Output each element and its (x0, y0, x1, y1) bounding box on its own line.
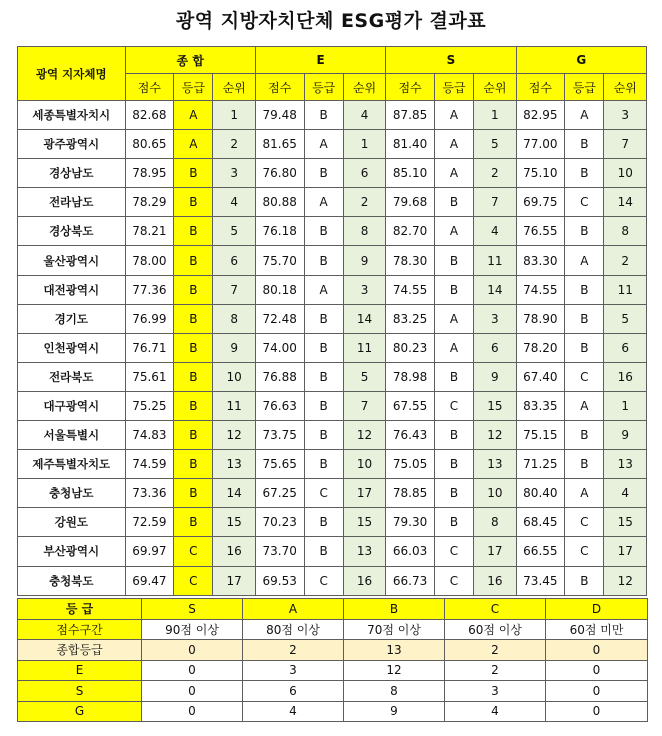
e-score: 74.00 (255, 333, 304, 362)
g-score: 67.40 (516, 362, 565, 391)
sub-header-grade: 등급 (434, 74, 473, 101)
e-score: 80.88 (255, 188, 304, 217)
s-grade: A (434, 130, 473, 159)
e-rank: 6 (343, 159, 385, 188)
s-grade: A (434, 304, 473, 333)
s-score: 87.85 (386, 101, 435, 130)
s-rank: 14 (474, 275, 516, 304)
total-score: 78.00 (125, 246, 174, 275)
total-score: 75.61 (125, 362, 174, 391)
grade-header-b: B (344, 599, 445, 620)
grade-cell: 0 (142, 640, 243, 661)
s-grade: B (434, 450, 473, 479)
grade-cell: 4 (445, 701, 546, 722)
e-grade: B (304, 333, 343, 362)
total-rank: 2 (213, 130, 255, 159)
total-grade: B (174, 188, 213, 217)
g-rank: 8 (604, 217, 647, 246)
s-rank: 8 (474, 508, 516, 537)
e-score: 75.70 (255, 246, 304, 275)
g-score: 74.55 (516, 275, 565, 304)
e-grade: C (304, 566, 343, 595)
e-score: 75.65 (255, 450, 304, 479)
s-score: 78.85 (386, 479, 435, 508)
total-score: 74.59 (125, 450, 174, 479)
s-rank: 16 (474, 566, 516, 595)
g-score: 78.20 (516, 333, 565, 362)
sub-header-rank: 순위 (474, 74, 516, 101)
s-grade: A (434, 159, 473, 188)
s-rank: 2 (474, 159, 516, 188)
total-rank: 14 (213, 479, 255, 508)
g-grade: B (565, 566, 604, 595)
grade-cell: 0 (142, 701, 243, 722)
e-rank: 7 (343, 391, 385, 420)
region-name: 세종특별자치시 (18, 101, 126, 130)
g-grade: C (565, 508, 604, 537)
s-grade: C (434, 537, 473, 566)
table-row (18, 508, 647, 537)
s-score: 79.68 (386, 188, 435, 217)
region-name: 제주특별자치도 (18, 450, 126, 479)
sub-header-score: 점수 (125, 74, 174, 101)
e-grade: B (304, 391, 343, 420)
e-rank: 9 (343, 246, 385, 275)
total-rank: 1 (213, 101, 255, 130)
table-row (18, 159, 647, 188)
g-grade: B (565, 421, 604, 450)
e-rank: 4 (343, 101, 385, 130)
grade-cell: 4 (243, 701, 344, 722)
g-score: 83.30 (516, 246, 565, 275)
total-rank: 10 (213, 362, 255, 391)
s-score: 80.23 (386, 333, 435, 362)
s-rank: 7 (474, 188, 516, 217)
grade-cell: 80점 이상 (243, 619, 344, 640)
e-score: 67.25 (255, 479, 304, 508)
s-grade: B (434, 479, 473, 508)
e-rank: 13 (343, 537, 385, 566)
s-grade: B (434, 246, 473, 275)
g-grade: B (565, 217, 604, 246)
region-name: 광주광역시 (18, 130, 126, 159)
e-rank: 17 (343, 479, 385, 508)
total-score: 80.65 (125, 130, 174, 159)
g-score: 76.55 (516, 217, 565, 246)
table-row (18, 101, 647, 130)
table-row (18, 246, 647, 275)
sub-header-grade: 등급 (174, 74, 213, 101)
grade-cell: 0 (546, 660, 648, 681)
g-rank: 10 (604, 159, 647, 188)
total-rank: 16 (213, 537, 255, 566)
grade-cell: 0 (546, 701, 648, 722)
g-grade: C (565, 537, 604, 566)
s-grade: A (434, 217, 473, 246)
e-score: 69.53 (255, 566, 304, 595)
g-score: 83.35 (516, 391, 565, 420)
e-score: 76.63 (255, 391, 304, 420)
grade-row (18, 619, 648, 640)
s-grade: B (434, 362, 473, 391)
g-rank: 17 (604, 537, 647, 566)
e-rank: 16 (343, 566, 385, 595)
total-rank: 3 (213, 159, 255, 188)
s-rank: 11 (474, 246, 516, 275)
e-rank: 10 (343, 450, 385, 479)
total-score: 69.97 (125, 537, 174, 566)
sub-header-rank: 순위 (343, 74, 385, 101)
total-score: 77.36 (125, 275, 174, 304)
g-rank: 13 (604, 450, 647, 479)
g-rank: 11 (604, 275, 647, 304)
region-name: 인천광역시 (18, 333, 126, 362)
total-score: 74.83 (125, 421, 174, 450)
g-score: 77.00 (516, 130, 565, 159)
g-score: 68.45 (516, 508, 565, 537)
e-grade: B (304, 217, 343, 246)
e-score: 76.88 (255, 362, 304, 391)
grade-cell: 0 (142, 660, 243, 681)
total-score: 76.71 (125, 333, 174, 362)
g-grade: B (565, 275, 604, 304)
region-name: 서울특별시 (18, 421, 126, 450)
g-rank: 14 (604, 188, 647, 217)
table-row (18, 304, 647, 333)
g-score: 66.55 (516, 537, 565, 566)
e-rank: 14 (343, 304, 385, 333)
grade-header-a: A (243, 599, 344, 620)
total-rank: 12 (213, 421, 255, 450)
table-row (18, 450, 647, 479)
s-score: 79.30 (386, 508, 435, 537)
s-score: 76.43 (386, 421, 435, 450)
g-rank: 12 (604, 566, 647, 595)
total-grade: B (174, 421, 213, 450)
s-rank: 1 (474, 101, 516, 130)
e-grade: B (304, 304, 343, 333)
g-grade: B (565, 130, 604, 159)
total-grade: C (174, 566, 213, 595)
region-name: 경기도 (18, 304, 126, 333)
grade-cell: 3 (445, 681, 546, 702)
g-rank: 2 (604, 246, 647, 275)
group-header-s: S (386, 47, 516, 74)
total-score: 78.29 (125, 188, 174, 217)
total-score: 73.36 (125, 479, 174, 508)
grade-cell: 8 (344, 681, 445, 702)
grade-cell: 13 (344, 640, 445, 661)
table-row (18, 130, 647, 159)
total-grade: B (174, 362, 213, 391)
e-grade: A (304, 188, 343, 217)
grade-row (18, 701, 648, 722)
grade-row-label: 종합등급 (18, 640, 142, 661)
s-score: 74.55 (386, 275, 435, 304)
g-grade: B (565, 304, 604, 333)
table-row (18, 188, 647, 217)
sub-header-score: 점수 (255, 74, 304, 101)
e-grade: B (304, 421, 343, 450)
s-score: 66.73 (386, 566, 435, 595)
g-grade: B (565, 450, 604, 479)
e-grade: B (304, 362, 343, 391)
g-grade: A (565, 101, 604, 130)
sub-header-rank: 순위 (213, 74, 255, 101)
grade-header-c: C (445, 599, 546, 620)
total-rank: 11 (213, 391, 255, 420)
esg-results-table (17, 46, 647, 596)
s-score: 82.70 (386, 217, 435, 246)
g-grade: B (565, 159, 604, 188)
e-rank: 1 (343, 130, 385, 159)
s-grade: B (434, 421, 473, 450)
e-rank: 11 (343, 333, 385, 362)
e-score: 79.48 (255, 101, 304, 130)
g-rank: 16 (604, 362, 647, 391)
total-grade: B (174, 391, 213, 420)
sub-header-score: 점수 (516, 74, 565, 101)
total-rank: 8 (213, 304, 255, 333)
s-grade: B (434, 188, 473, 217)
table-row (18, 333, 647, 362)
g-rank: 7 (604, 130, 647, 159)
region-header: 광역 지자체명 (18, 47, 126, 101)
s-rank: 3 (474, 304, 516, 333)
s-score: 67.55 (386, 391, 435, 420)
g-rank: 4 (604, 479, 647, 508)
g-score: 75.10 (516, 159, 565, 188)
table-row (18, 391, 647, 420)
s-rank: 6 (474, 333, 516, 362)
grade-cell: 70점 이상 (344, 619, 445, 640)
g-score: 71.25 (516, 450, 565, 479)
total-score: 82.68 (125, 101, 174, 130)
s-rank: 15 (474, 391, 516, 420)
region-name: 경상남도 (18, 159, 126, 188)
grade-cell: 2 (445, 660, 546, 681)
g-grade: C (565, 362, 604, 391)
s-rank: 5 (474, 130, 516, 159)
region-name: 충청북도 (18, 566, 126, 595)
g-grade: A (565, 246, 604, 275)
grade-cell: 90점 이상 (142, 619, 243, 640)
total-rank: 9 (213, 333, 255, 362)
region-name: 대구광역시 (18, 391, 126, 420)
total-grade: B (174, 450, 213, 479)
sub-header-grade: 등급 (565, 74, 604, 101)
group-header-g: G (516, 47, 646, 74)
grade-header-s: S (142, 599, 243, 620)
e-grade: A (304, 275, 343, 304)
e-rank: 12 (343, 421, 385, 450)
e-score: 76.80 (255, 159, 304, 188)
g-grade: B (565, 333, 604, 362)
grade-cell: 6 (243, 681, 344, 702)
total-score: 72.59 (125, 508, 174, 537)
g-score: 78.90 (516, 304, 565, 333)
e-rank: 3 (343, 275, 385, 304)
total-score: 75.25 (125, 391, 174, 420)
s-score: 78.30 (386, 246, 435, 275)
region-name: 전라남도 (18, 188, 126, 217)
e-score: 72.48 (255, 304, 304, 333)
total-grade: B (174, 275, 213, 304)
grade-row-label: G (18, 701, 142, 722)
g-rank: 9 (604, 421, 647, 450)
e-grade: B (304, 101, 343, 130)
sub-header-rank: 순위 (604, 74, 647, 101)
region-name: 대전광역시 (18, 275, 126, 304)
total-grade: A (174, 101, 213, 130)
total-rank: 7 (213, 275, 255, 304)
e-score: 73.75 (255, 421, 304, 450)
total-grade: B (174, 159, 213, 188)
g-grade: C (565, 188, 604, 217)
g-rank: 1 (604, 391, 647, 420)
total-grade: B (174, 479, 213, 508)
region-name: 강원도 (18, 508, 126, 537)
s-score: 78.98 (386, 362, 435, 391)
sub-header-score: 점수 (386, 74, 435, 101)
g-rank: 15 (604, 508, 647, 537)
table-row (18, 537, 647, 566)
s-grade: B (434, 508, 473, 537)
table-row (18, 362, 647, 391)
g-grade: A (565, 391, 604, 420)
grade-row-label: 점수구간 (18, 619, 142, 640)
e-score: 81.65 (255, 130, 304, 159)
group-header-e: E (255, 47, 385, 74)
s-grade: C (434, 391, 473, 420)
s-rank: 17 (474, 537, 516, 566)
grade-row-label: S (18, 681, 142, 702)
e-rank: 2 (343, 188, 385, 217)
e-rank: 8 (343, 217, 385, 246)
grade-cell: 9 (344, 701, 445, 722)
region-name: 충청남도 (18, 479, 126, 508)
s-rank: 12 (474, 421, 516, 450)
region-name: 전라북도 (18, 362, 126, 391)
s-score: 85.10 (386, 159, 435, 188)
table-row (18, 275, 647, 304)
g-grade: A (565, 479, 604, 508)
s-rank: 4 (474, 217, 516, 246)
e-grade: B (304, 246, 343, 275)
total-score: 69.47 (125, 566, 174, 595)
total-rank: 13 (213, 450, 255, 479)
e-grade: B (304, 450, 343, 479)
grade-row (18, 660, 648, 681)
total-grade: A (174, 130, 213, 159)
grade-row (18, 681, 648, 702)
total-grade: B (174, 246, 213, 275)
sub-header-grade: 등급 (304, 74, 343, 101)
region-name: 울산광역시 (18, 246, 126, 275)
total-rank: 15 (213, 508, 255, 537)
g-score: 73.45 (516, 566, 565, 595)
grade-header-label: 등 급 (18, 599, 142, 620)
g-score: 69.75 (516, 188, 565, 217)
total-rank: 5 (213, 217, 255, 246)
table-row (18, 421, 647, 450)
e-grade: B (304, 537, 343, 566)
e-score: 70.23 (255, 508, 304, 537)
e-score: 76.18 (255, 217, 304, 246)
grade-cell: 60점 미만 (546, 619, 648, 640)
grade-header-d: D (546, 599, 648, 620)
e-rank: 15 (343, 508, 385, 537)
grade-summary-table (17, 598, 648, 722)
grade-cell: 0 (546, 681, 648, 702)
g-rank: 5 (604, 304, 647, 333)
total-grade: B (174, 304, 213, 333)
grade-cell: 3 (243, 660, 344, 681)
total-grade: B (174, 217, 213, 246)
s-rank: 9 (474, 362, 516, 391)
e-grade: C (304, 479, 343, 508)
grade-cell: 2 (445, 640, 546, 661)
table-row (18, 217, 647, 246)
s-score: 75.05 (386, 450, 435, 479)
s-rank: 13 (474, 450, 516, 479)
e-grade: B (304, 508, 343, 537)
grade-cell: 12 (344, 660, 445, 681)
e-grade: B (304, 159, 343, 188)
g-score: 80.40 (516, 479, 565, 508)
group-header-total: 종 합 (125, 47, 255, 74)
g-score: 75.15 (516, 421, 565, 450)
total-score: 76.99 (125, 304, 174, 333)
grade-cell: 2 (243, 640, 344, 661)
total-rank: 6 (213, 246, 255, 275)
e-rank: 5 (343, 362, 385, 391)
s-score: 81.40 (386, 130, 435, 159)
s-grade: B (434, 275, 473, 304)
s-score: 83.25 (386, 304, 435, 333)
table-row (18, 566, 647, 595)
s-grade: A (434, 333, 473, 362)
grade-row-label: E (18, 660, 142, 681)
total-rank: 4 (213, 188, 255, 217)
total-grade: C (174, 537, 213, 566)
s-grade: A (434, 101, 473, 130)
e-score: 80.18 (255, 275, 304, 304)
total-score: 78.21 (125, 217, 174, 246)
region-name: 부산광역시 (18, 537, 126, 566)
e-grade: A (304, 130, 343, 159)
grade-cell: 0 (546, 640, 648, 661)
region-name: 경상북도 (18, 217, 126, 246)
grade-cell: 60점 이상 (445, 619, 546, 640)
g-rank: 3 (604, 101, 647, 130)
grade-row (18, 640, 648, 661)
s-rank: 10 (474, 479, 516, 508)
e-score: 73.70 (255, 537, 304, 566)
total-grade: B (174, 333, 213, 362)
s-score: 66.03 (386, 537, 435, 566)
total-score: 78.95 (125, 159, 174, 188)
s-grade: C (434, 566, 473, 595)
table-row (18, 479, 647, 508)
g-score: 82.95 (516, 101, 565, 130)
g-rank: 6 (604, 333, 647, 362)
page-title: 광역 지방자치단체 ESG평가 결과표 (175, 10, 487, 32)
total-grade: B (174, 508, 213, 537)
grade-cell: 0 (142, 681, 243, 702)
total-rank: 17 (213, 566, 255, 595)
